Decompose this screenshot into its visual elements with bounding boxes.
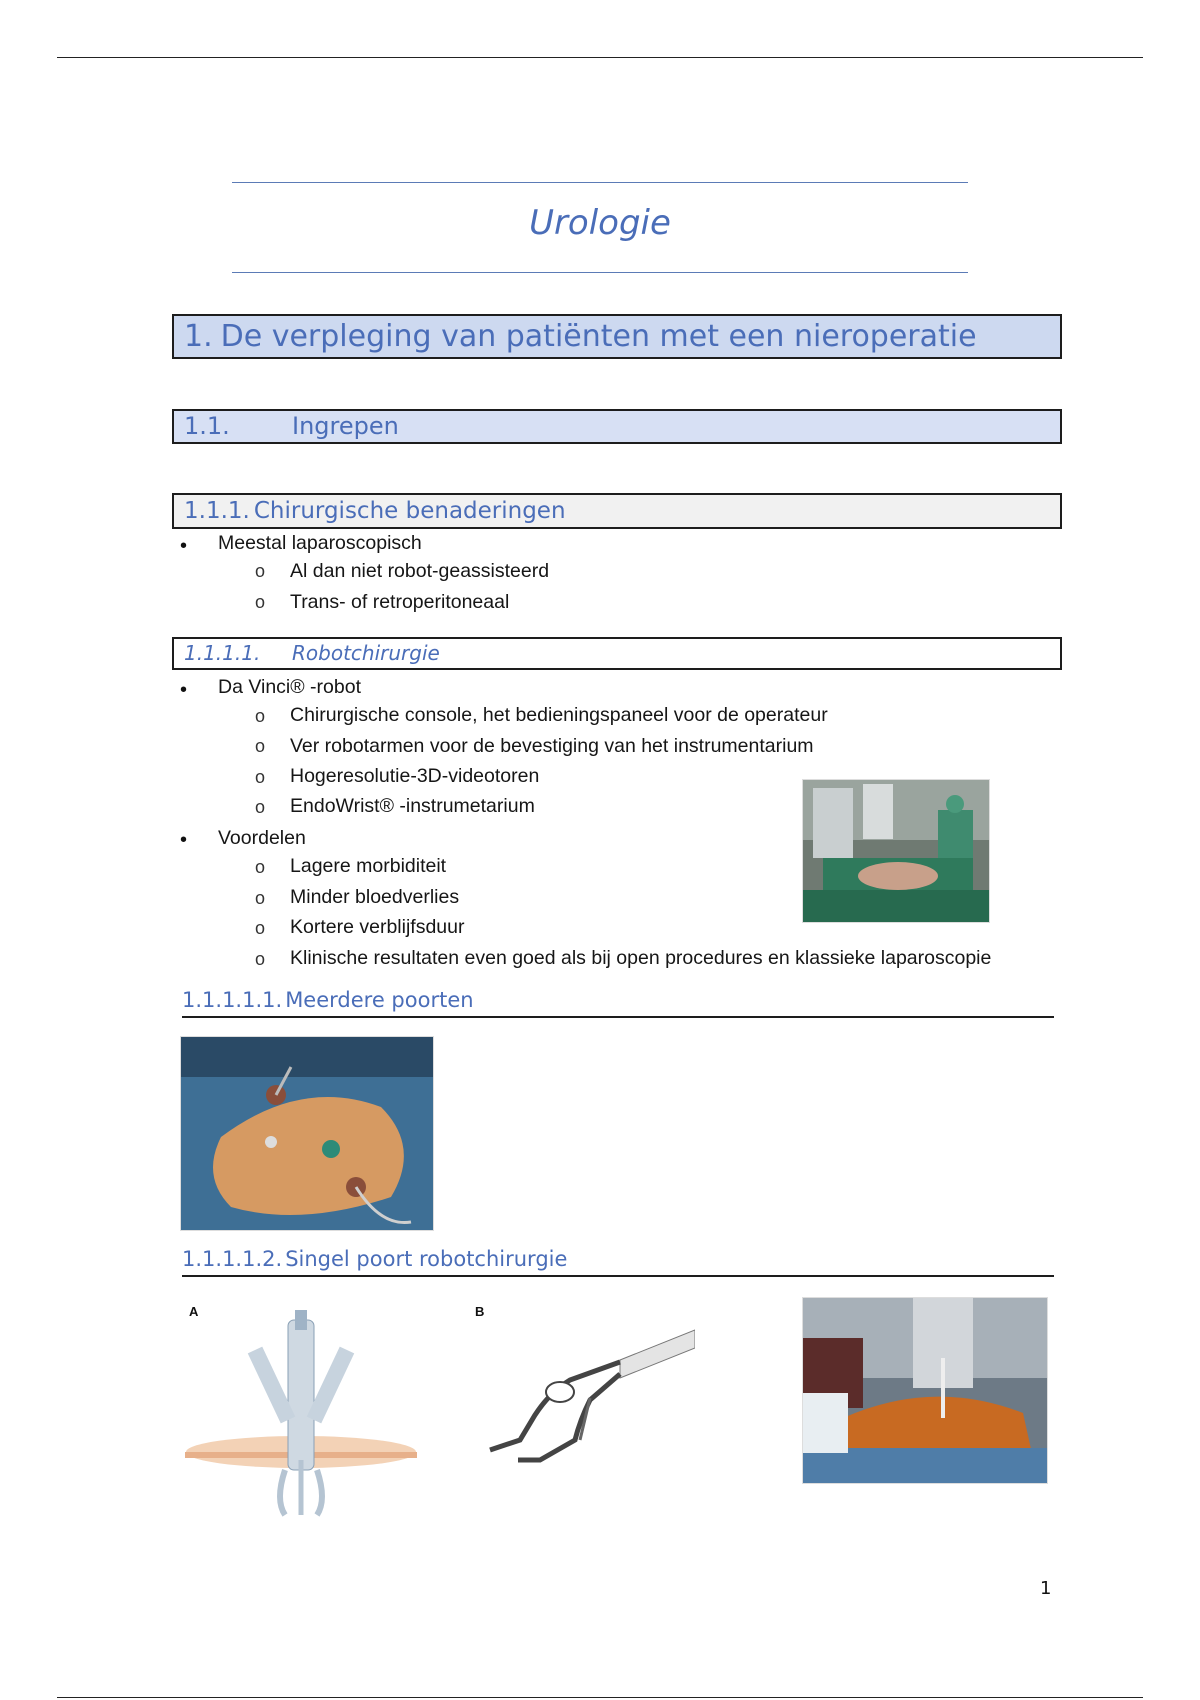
heading-3-text: Chirurgische benaderingen: [253, 498, 566, 524]
heading-1: [172, 314, 1062, 359]
title-top-rule: [232, 182, 968, 183]
sub-list-item: Minder bloedverlies: [290, 886, 460, 908]
sub-bullet-glyph: o: [255, 797, 266, 817]
da-vinci-operating-room-photo: [802, 779, 990, 923]
endowrist-instrument-drawing: [480, 1320, 695, 1480]
page-top-rule: [57, 57, 1143, 58]
page-number: 1: [1040, 1578, 1052, 1599]
heading-3-number: 1.1.1.: [184, 498, 250, 524]
figure-b-label: B: [475, 1304, 485, 1319]
sub-list-item: Klinische resultaten even goed als bij open procedures en klassieke laparoscopie: [290, 947, 992, 969]
sub-bullet-glyph: o: [255, 949, 266, 969]
list-item: Meestal laparoscopisch: [218, 532, 422, 554]
figure-a-label: A: [189, 1304, 199, 1319]
sub-bullet-glyph: o: [255, 561, 266, 581]
heading-4-text: Robotchirurgie: [292, 641, 440, 665]
heading-3: [172, 493, 1062, 529]
single-port-diagram: [185, 1310, 417, 1520]
heading-4: [172, 637, 1062, 670]
sub-list-item: Trans- of retroperitoneaal: [290, 591, 510, 613]
sub-bullet-glyph: o: [255, 857, 266, 877]
sub-list-item: EndoWrist® -instrumetarium: [290, 795, 535, 817]
bullet-glyph: •: [180, 535, 188, 557]
title-bottom-rule: [232, 272, 968, 273]
sub-list-item: Ver robotarmen voor de bevestiging van het instrumentarium: [290, 735, 814, 757]
sub-bullet-glyph: o: [255, 736, 266, 756]
list-item: Da Vinci® -robot: [218, 676, 361, 698]
sub-bullet-glyph: o: [255, 888, 266, 908]
heading-5b-number: 1.1.1.1.2.: [182, 1247, 283, 1271]
document-title: Urologie: [529, 203, 671, 243]
sub-bullet-glyph: o: [255, 706, 266, 726]
sub-list-item: Kortere verblijfsduur: [290, 916, 465, 938]
multiple-ports-photo: [180, 1036, 434, 1231]
list-item: Voordelen: [218, 827, 306, 849]
heading-5-single-port: [182, 1245, 1054, 1277]
bullet-glyph: •: [180, 679, 188, 701]
heading-4-number: 1.1.1.1.: [184, 641, 261, 665]
sub-bullet-glyph: o: [255, 918, 266, 938]
sub-list-item: Lagere morbiditeit: [290, 855, 447, 877]
page-bottom-rule: [57, 1697, 1143, 1698]
heading-2: [172, 409, 1062, 444]
heading-5-multiple-ports: [182, 986, 1054, 1018]
sub-bullet-glyph: o: [255, 767, 266, 787]
sub-list-item: Chirurgische console, het bedieningspaneel voor de operateur: [290, 704, 828, 726]
heading-5b-text: Singel poort robotchirurgie: [285, 1247, 568, 1271]
sub-list-item: Hogeresolutie-3D-videotoren: [290, 765, 540, 787]
sub-list-item: Al dan niet robot-geassisteerd: [290, 560, 550, 582]
single-port-robot-photo: [802, 1297, 1048, 1484]
heading-5a-text: Meerdere poorten: [285, 988, 474, 1012]
heading-2-text: Ingrepen: [292, 412, 399, 440]
heading-5a-number: 1.1.1.1.1.: [182, 988, 283, 1012]
heading-1-text: De verpleging van patiënten met een nieroperatie: [220, 319, 977, 354]
heading-1-number: 1.: [184, 319, 213, 354]
bullet-glyph: •: [180, 829, 188, 851]
heading-2-number: 1.1.: [184, 412, 230, 440]
sub-bullet-glyph: o: [255, 592, 266, 612]
